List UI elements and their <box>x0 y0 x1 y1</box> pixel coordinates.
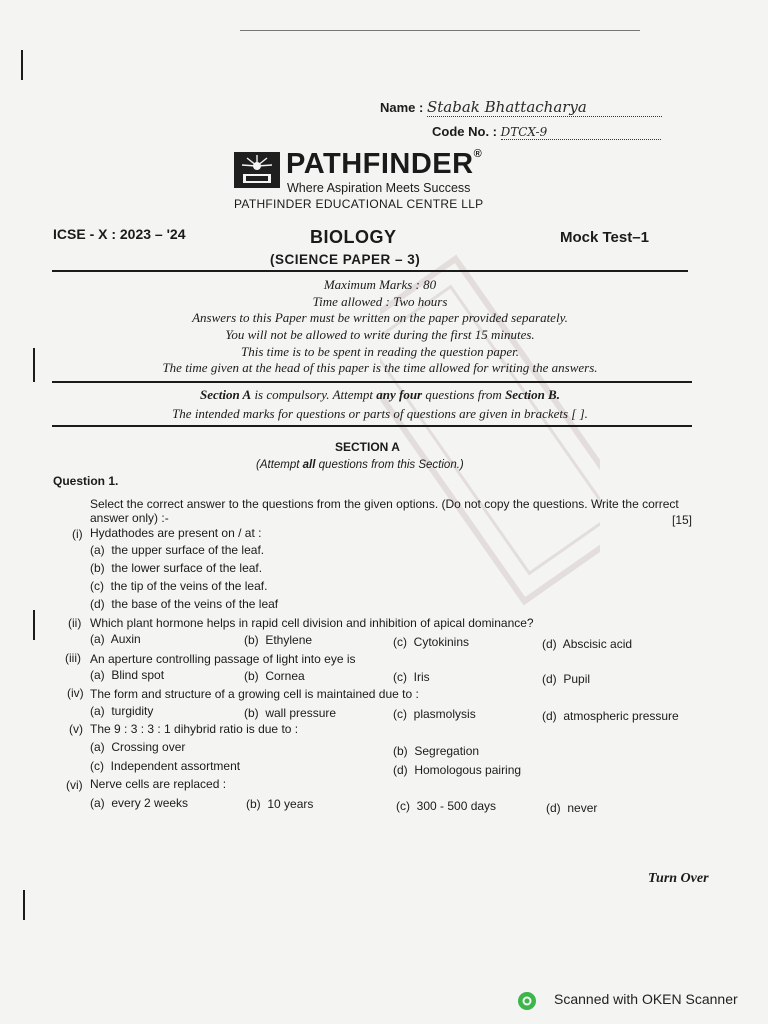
divider <box>52 381 692 383</box>
item-text: The 9 : 3 : 3 : 1 dihybrid ratio is due to : <box>90 722 299 736</box>
question-label: Question 1. <box>53 474 119 488</box>
student-name: Stabak Bhattacharya <box>427 98 662 117</box>
question-marks: [15] <box>672 513 693 527</box>
top-edge-line <box>240 30 640 31</box>
option: (d) never <box>546 801 598 815</box>
divider <box>52 270 688 272</box>
exam-board: ICSE - X : 2023 – '24 <box>53 226 186 242</box>
item-text: The form and structure of a growing cell is maintained due to : <box>90 687 419 701</box>
question-intro: Select the correct answer to the questions from the given options. (Do not copy the questions. Write the correct answer only) :- <box>90 497 679 525</box>
mock-test-label: Mock Test–1 <box>560 229 649 246</box>
paper-title: (SCIENCE PAPER – 3) <box>270 252 421 267</box>
brand-tagline: Where Aspiration Meets Success <box>287 181 471 195</box>
instruction-line: You will not be allowed to write during the first 15 minutes. <box>225 327 535 342</box>
option: (b) Cornea <box>244 669 305 683</box>
item-number: (iii) <box>65 651 81 665</box>
scanner-logo-icon <box>517 991 537 1011</box>
section-title: SECTION A <box>335 440 400 454</box>
max-marks: Maximum Marks : 80 <box>323 277 437 292</box>
option: (d) Homologous pairing <box>393 763 522 777</box>
option: (c) the tip of the veins of the leaf. <box>90 579 268 593</box>
marks-note: The intended marks for questions or parts of questions are given in brackets [ ]. <box>172 406 588 421</box>
turn-over-label: Turn Over <box>648 871 709 886</box>
divider <box>52 425 692 427</box>
margin-mark <box>33 610 35 640</box>
subject-title: BIOLOGY <box>310 227 397 247</box>
option: (b) the lower surface of the leaf. <box>90 561 263 575</box>
option: (a) turgidity <box>90 704 154 718</box>
instruction-line: Answers to this Paper must be written on the paper provided separately. <box>192 310 568 325</box>
margin-mark <box>33 348 35 382</box>
margin-mark <box>21 50 23 80</box>
time-allowed: Time allowed : Two hours <box>312 294 448 309</box>
code-label: Code No. : <box>432 124 497 139</box>
option: (b) Ethylene <box>244 633 313 647</box>
option: (c) plasmolysis <box>393 707 476 721</box>
option: (a) every 2 weeks <box>90 796 189 810</box>
item-text: Which plant hormone helps in rapid cell division and inhibition of apical dominance? <box>90 616 534 630</box>
section-note: Section A is compulsory. Attempt any four questions from Section B. <box>200 387 560 402</box>
instruction-line: This time is to be spent in reading the question paper. <box>241 344 519 359</box>
option: (d) Pupil <box>542 672 591 686</box>
option: (b) wall pressure <box>244 706 337 720</box>
option: (c) Iris <box>393 670 430 684</box>
item-number: (v) <box>69 722 83 736</box>
option: (a) Auxin <box>90 632 141 646</box>
margin-mark <box>23 890 25 920</box>
centre-name: PATHFINDER EDUCATIONAL CENTRE LLP <box>234 197 484 211</box>
item-number: (vi) <box>66 778 83 792</box>
item-text: Nerve cells are replaced : <box>90 777 227 791</box>
pathfinder-logo-icon <box>234 152 280 188</box>
option: (a) the upper surface of the leaf. <box>90 543 265 557</box>
option: (c) Independent assortment <box>90 759 241 773</box>
option: (b) Segregation <box>393 744 480 758</box>
item-text: An aperture controlling passage of light into eye is <box>90 652 356 666</box>
option: (a) Crossing over <box>90 740 186 754</box>
option: (c) 300 - 500 days <box>396 799 497 813</box>
option: (d) atmospheric pressure <box>542 709 679 723</box>
item-number: (ii) <box>68 616 82 630</box>
scanner-watermark: Scanned with OKEN Scanner <box>554 991 738 1007</box>
name-label: Name : <box>380 100 424 115</box>
brand-name: PATHFINDER® <box>286 148 483 180</box>
option: (d) the base of the veins of the leaf <box>90 597 279 611</box>
option: (c) Cytokinins <box>393 635 470 649</box>
code-row <box>432 124 661 140</box>
code-value: DTCX-9 <box>501 125 661 140</box>
section-subtitle: (Attempt all questions from this Section.) <box>256 459 464 471</box>
option: (a) Blind spot <box>90 668 165 682</box>
item-number: (i) <box>72 527 83 541</box>
item-text: Hydathodes are present on / at : <box>90 526 262 540</box>
option: (b) 10 years <box>246 797 314 811</box>
name-row <box>380 98 662 117</box>
option: (d) Abscisic acid <box>542 637 633 651</box>
instruction-line: The time given at the head of this paper is the time allowed for writing the answers. <box>162 360 598 375</box>
item-number: (iv) <box>67 686 84 700</box>
